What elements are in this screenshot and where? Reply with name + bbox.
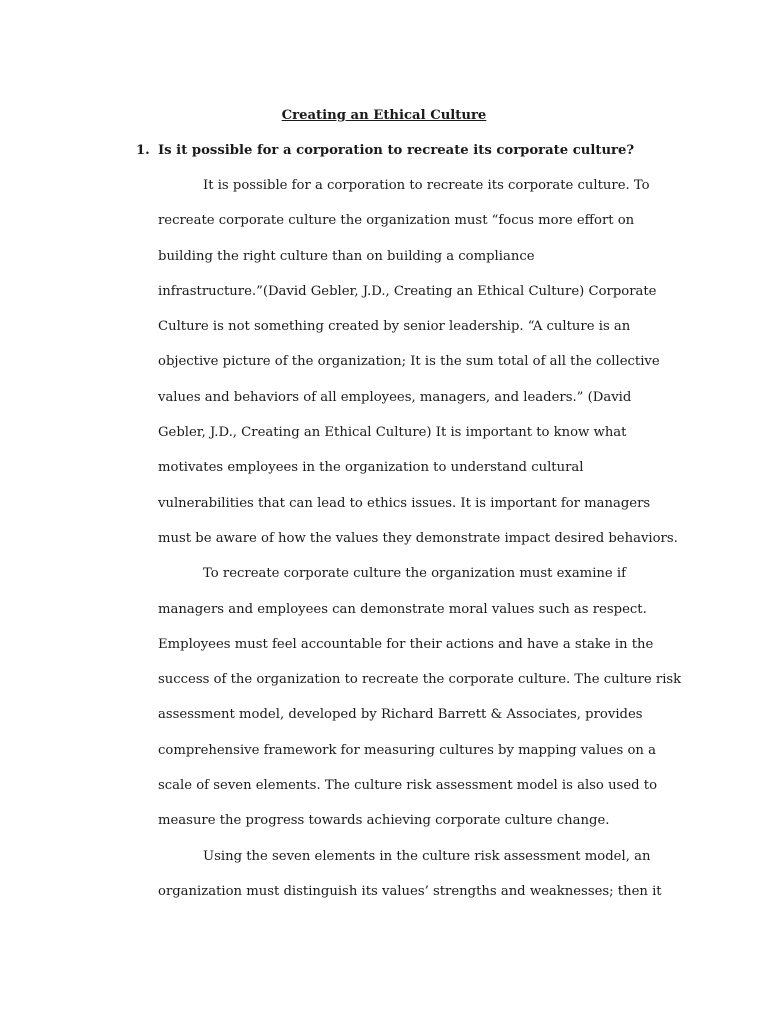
text-line: measure the progress towards achieving corporate culture change. <box>158 813 610 829</box>
question-text: Is it possible for a corporation to recreate its corporate culture? <box>158 143 635 158</box>
text-line: comprehensive framework for measuring cultures by mapping values on a <box>158 742 656 758</box>
text-line: Using the seven elements in the culture risk assessment model, an <box>203 848 651 864</box>
page-title: Creating an Ethical Culture <box>281 108 487 123</box>
text-line: infrastructure.”(David Gebler, J.D., Creating an Ethical Culture) Corporate <box>158 283 657 299</box>
text-line: scale of seven elements. The culture risk assessment model is also used to <box>158 778 658 794</box>
question-number: 1. <box>136 143 150 158</box>
text-line: building the right culture than on building a compliance <box>158 248 535 264</box>
text-line: vulnerabilities that can lead to ethics issues. It is important for managers <box>158 495 651 511</box>
question-heading <box>136 141 696 161</box>
text-line: success of the organization to recreate the corporate culture. The culture risk <box>158 672 682 688</box>
text-line: It is possible for a corporation to recreate its corporate culture. To <box>203 178 650 193</box>
text-line: motivates employees in the organization to understand cultural <box>158 460 584 476</box>
text-line: Employees must feel accountable for their actions and have a stake in the <box>158 636 654 652</box>
text-line: Gebler, J.D., Creating an Ethical Culture) It is important to know what <box>158 425 627 441</box>
text-line: To recreate corporate culture the organization must examine if <box>203 566 626 582</box>
text-line: managers and employees can demonstrate moral values such as respect. <box>158 601 647 617</box>
text-line: values and behaviors of all employees, managers, and leaders.” (David <box>158 389 632 405</box>
text-line: objective picture of the organization; It is the sum total of all the collective <box>158 354 660 370</box>
text-line: Culture is not something created by senior leadership. “A culture is an <box>158 319 631 335</box>
body-text <box>158 176 682 917</box>
text-line: organization must distinguish its values’ strengths and weaknesses; then it <box>158 883 662 899</box>
text-line: must be aware of how the values they demonstrate impact desired behaviors. <box>158 530 678 546</box>
text-line: assessment model, developed by Richard Barrett & Associates, provides <box>158 707 643 723</box>
text-line: recreate corporate culture the organization must “focus more effort on <box>158 213 635 229</box>
